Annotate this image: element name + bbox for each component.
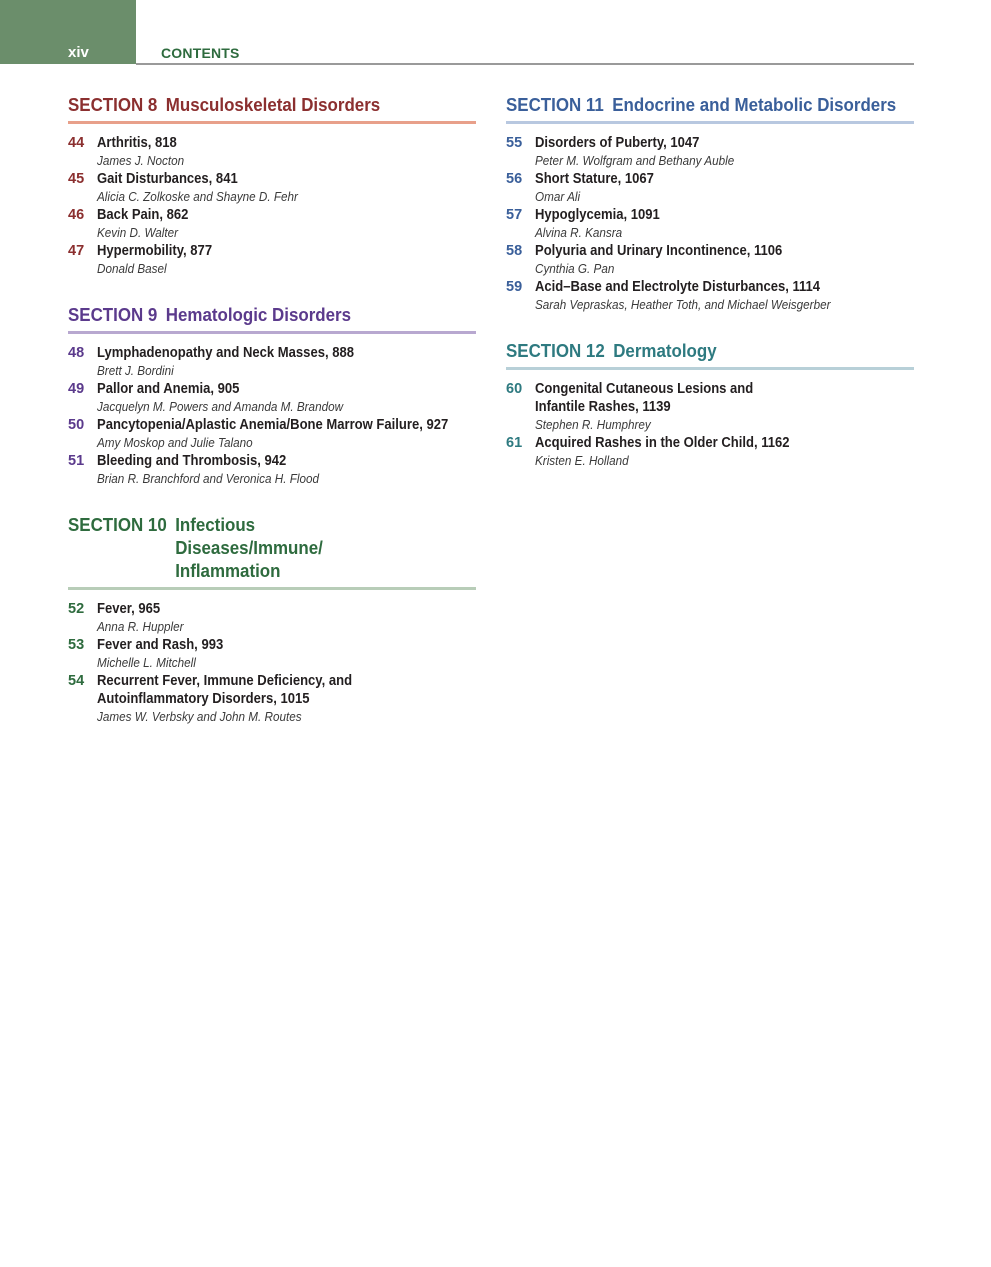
section-heading: [68, 304, 475, 331]
section-title: Dermatology: [613, 341, 717, 361]
toc-entry[interactable]: [506, 434, 914, 470]
running-head: CONTENTS: [161, 45, 240, 61]
toc-entry[interactable]: [506, 206, 914, 242]
chapter-title: Arthritis, 818: [97, 135, 177, 151]
section-label: SECTION 12: [506, 341, 605, 361]
section-rule: [506, 367, 914, 370]
left-column: [68, 94, 476, 752]
chapter-title: Short Stature, 1067: [535, 171, 654, 187]
chapter-title: Disorders of Puberty, 1047: [535, 135, 700, 151]
section-title: Infectious Diseases/Immune/ Inflammation: [175, 515, 323, 581]
section-8: [68, 94, 476, 278]
section-12: [506, 340, 914, 470]
section-label: SECTION 9: [68, 305, 158, 325]
chapter-authors: Sarah Vepraskas, Heather Toth, and Michael Weisgerber: [535, 297, 831, 312]
chapter-authors: Peter M. Wolfgram and Bethany Auble: [535, 153, 735, 168]
section-rule: [506, 121, 914, 124]
chapter-authors: Anna R. Huppler: [97, 619, 184, 634]
chapter-title: Congenital Cutaneous Lesions and Infantile Rashes, 1139: [535, 381, 754, 415]
chapter-authors: Kristen E. Holland: [535, 453, 629, 468]
section-label: SECTION 8: [68, 95, 158, 115]
toc-entry[interactable]: [506, 242, 914, 278]
chapter-number: 58: [506, 243, 523, 259]
chapter-authors: Donald Basel: [97, 261, 167, 276]
chapter-authors: Brian R. Branchford and Veronica H. Flood: [97, 471, 319, 486]
section-title: Hematologic Disorders: [165, 305, 352, 325]
toc-entry[interactable]: [506, 170, 914, 206]
toc-entry[interactable]: [68, 242, 476, 278]
toc-entry[interactable]: [68, 206, 476, 242]
chapter-number: 53: [68, 637, 85, 653]
toc-entry[interactable]: [68, 636, 476, 672]
chapter-title: Lymphadenopathy and Neck Masses, 888: [97, 345, 354, 361]
toc-entry[interactable]: [506, 134, 914, 170]
chapter-number: 44: [68, 135, 85, 151]
chapter-authors: James W. Verbsky and John M. Routes: [97, 709, 302, 724]
chapter-number: 55: [506, 135, 523, 151]
chapter-number: 46: [68, 207, 85, 223]
section-title: Endocrine and Metabolic Disorders: [612, 95, 897, 115]
toc-entry[interactable]: [68, 600, 476, 636]
section-rule: [68, 331, 476, 334]
toc-entry[interactable]: [68, 672, 476, 726]
section-heading: [68, 94, 475, 121]
chapter-title: Acid–Base and Electrolyte Disturbances, 1114: [535, 279, 821, 295]
chapter-authors: Alvina R. Kansra: [535, 225, 623, 240]
chapter-authors: Brett J. Bordini: [97, 363, 174, 378]
chapter-title: Acquired Rashes in the Older Child, 1162: [535, 435, 790, 451]
section-heading: [506, 94, 913, 121]
chapter-authors: Jacquelyn M. Powers and Amanda M. Brandow: [97, 399, 344, 414]
chapter-title: Polyuria and Urinary Incontinence, 1106: [535, 243, 783, 259]
toc-entry[interactable]: [68, 452, 476, 488]
chapter-title: Pancytopenia/Aplastic Anemia/Bone Marrow Failure, 927: [97, 417, 449, 433]
chapter-number: 48: [68, 345, 85, 361]
chapter-number: 60: [506, 381, 523, 397]
chapter-title: Gait Disturbances, 841: [97, 171, 238, 187]
chapter-number: 49: [68, 381, 85, 397]
section-9: [68, 304, 476, 488]
chapter-title: Recurrent Fever, Immune Deficiency, and Autoinflammatory Disorders, 1015: [97, 673, 353, 707]
section-rule: [68, 121, 476, 124]
chapter-authors: Amy Moskop and Julie Talano: [97, 435, 253, 450]
chapter-authors: Michelle L. Mitchell: [97, 655, 196, 670]
chapter-number: 51: [68, 453, 85, 469]
section-label: SECTION 10: [68, 515, 167, 535]
chapter-number: 61: [506, 435, 523, 451]
chapter-number: 47: [68, 243, 85, 259]
toc-entry[interactable]: [68, 416, 476, 452]
chapter-number: 45: [68, 171, 85, 187]
toc-entry[interactable]: [68, 344, 476, 380]
section-11: [506, 94, 914, 314]
page-number: xiv: [68, 44, 89, 61]
section-10: [68, 514, 476, 726]
section-heading: [506, 340, 913, 367]
section-heading: [68, 514, 475, 587]
chapter-number: 54: [68, 673, 85, 689]
section-rule: [68, 587, 476, 590]
section-label: SECTION 11: [506, 95, 604, 115]
section-title: Musculoskeletal Disorders: [165, 95, 381, 115]
chapter-number: 57: [506, 207, 523, 223]
toc-entry[interactable]: [506, 278, 914, 314]
chapter-title: Hypoglycemia, 1091: [535, 207, 660, 223]
chapter-title: Bleeding and Thrombosis, 942: [97, 453, 287, 469]
toc-entry[interactable]: [506, 380, 914, 434]
chapter-number: 56: [506, 171, 523, 187]
chapter-title: Pallor and Anemia, 905: [97, 381, 240, 397]
chapter-title: Fever and Rash, 993: [97, 637, 224, 653]
chapter-authors: James J. Nocton: [97, 153, 185, 168]
right-column: [506, 94, 914, 496]
chapter-authors: Kevin D. Walter: [97, 225, 179, 240]
header-rule: [136, 63, 914, 65]
chapter-number: 52: [68, 601, 85, 617]
toc-entry[interactable]: [68, 380, 476, 416]
chapter-authors: Cynthia G. Pan: [535, 261, 615, 276]
toc-entry[interactable]: [68, 170, 476, 206]
chapter-title: Fever, 965: [97, 601, 161, 617]
chapter-authors: Omar Ali: [535, 189, 581, 204]
chapter-number: 59: [506, 279, 523, 295]
chapter-title: Hypermobility, 877: [97, 243, 213, 259]
chapter-title: Back Pain, 862: [97, 207, 189, 223]
chapter-authors: Alicia C. Zolkoske and Shayne D. Fehr: [97, 189, 298, 204]
toc-entry[interactable]: [68, 134, 476, 170]
chapter-number: 50: [68, 417, 85, 433]
chapter-authors: Stephen R. Humphrey: [535, 417, 651, 432]
